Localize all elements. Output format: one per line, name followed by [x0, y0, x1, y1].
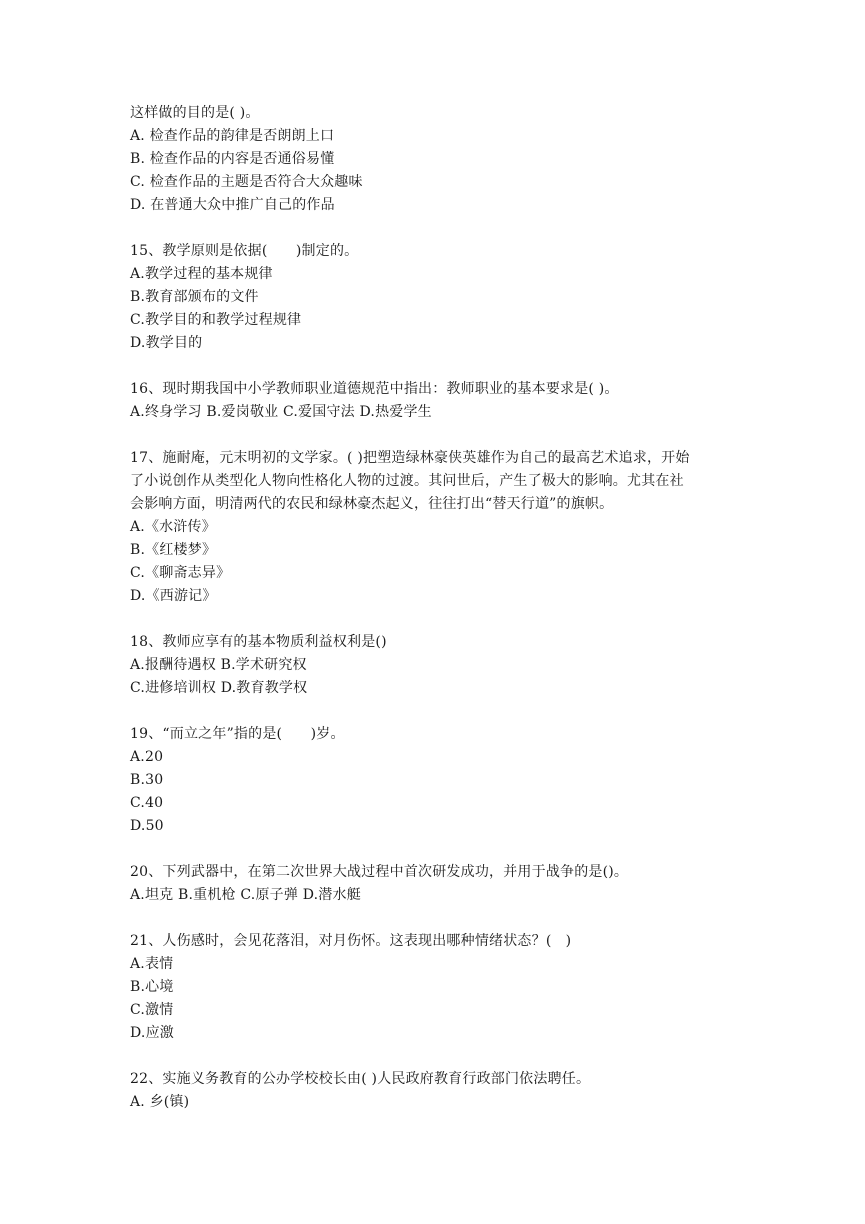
answer-option: B. 检查作品的内容是否通俗易懂: [130, 151, 335, 167]
answer-option: A.报酬待遇权 B.学术研究权: [130, 657, 307, 673]
question-text: 这样做的目的是( )。: [130, 105, 260, 121]
answer-option: A.坦克 B.重机枪 C.原子弹 D.潜水艇: [130, 887, 361, 903]
question-block: [130, 930, 750, 1045]
answer-option: B.心境: [130, 979, 174, 995]
answer-option: C.《聊斋志异》: [130, 565, 231, 581]
question-block: [130, 447, 750, 608]
question-text: 了小说创作从类型化人物向性格化人物的过渡。其问世后，产生了极大的影响。尤其在社: [130, 473, 684, 489]
answer-option: C. 检查作品的主题是否符合大众趣味: [130, 174, 363, 190]
answer-option: D.教学目的: [130, 335, 203, 351]
answer-option: D.《西游记》: [130, 588, 217, 604]
answer-option: B.30: [130, 772, 164, 788]
question-text: 17、施耐庵，元末明初的文学家。( )把塑造绿林豪侠英雄作为自己的最高艺术追求，开始: [130, 450, 690, 466]
answer-option: C.40: [130, 795, 164, 811]
answer-option: B.教育部颁布的文件: [130, 289, 259, 305]
answer-option: A.终身学习 B.爱岗敬业 C.爱国守法 D.热爱学生: [130, 404, 432, 420]
question-text: 16、现时期我国中小学教师职业道德规范中指出：教师职业的基本要求是( )。: [130, 381, 619, 397]
answer-option: A. 乡(镇): [130, 1094, 190, 1110]
question-block: [130, 378, 750, 424]
question-text: 19、“而立之年”指的是( )岁。: [130, 726, 345, 742]
question-text: 20、下列武器中，在第二次世界大战过程中首次研发成功，并用于战争的是()。: [130, 864, 629, 880]
question-text: 会影响方面，明清两代的农民和绿林豪杰起义，往往打出“替天行道”的旗帜。: [130, 496, 614, 512]
answer-option: A.表情: [130, 956, 174, 972]
answer-option: B.《红楼梦》: [130, 542, 217, 558]
question-block: [130, 1068, 750, 1114]
question-block: [130, 240, 750, 355]
answer-option: A.20: [130, 749, 164, 765]
question-text: 21、人伤感时，会见花落泪，对月伤怀。这表现出哪种情绪状态？( ): [130, 933, 572, 949]
question-text: 15、教学原则是依据( )制定的。: [130, 243, 359, 259]
answer-option: C.进修培训权 D.教育教学权: [130, 680, 308, 696]
answer-option: C.教学目的和教学过程规律: [130, 312, 302, 328]
question-block: [130, 102, 750, 217]
answer-option: A.《水浒传》: [130, 519, 216, 535]
question-block: [130, 631, 750, 700]
answer-option: C.激情: [130, 1002, 174, 1018]
answer-option: D.50: [130, 818, 164, 834]
answer-option: A. 检查作品的韵律是否朗朗上口: [130, 128, 335, 144]
answer-option: A.教学过程的基本规律: [130, 266, 273, 282]
answer-option: D.应激: [130, 1025, 174, 1041]
exam-page: [130, 102, 750, 1114]
question-block: [130, 723, 750, 838]
question-block: [130, 861, 750, 907]
question-text: 18、教师应享有的基本物质利益权利是(): [130, 634, 387, 650]
answer-option: D. 在普通大众中推广自己的作品: [130, 197, 335, 213]
question-text: 22、实施义务教育的公办学校校长由( )人民政府教育行政部门依法聘任。: [130, 1071, 591, 1087]
